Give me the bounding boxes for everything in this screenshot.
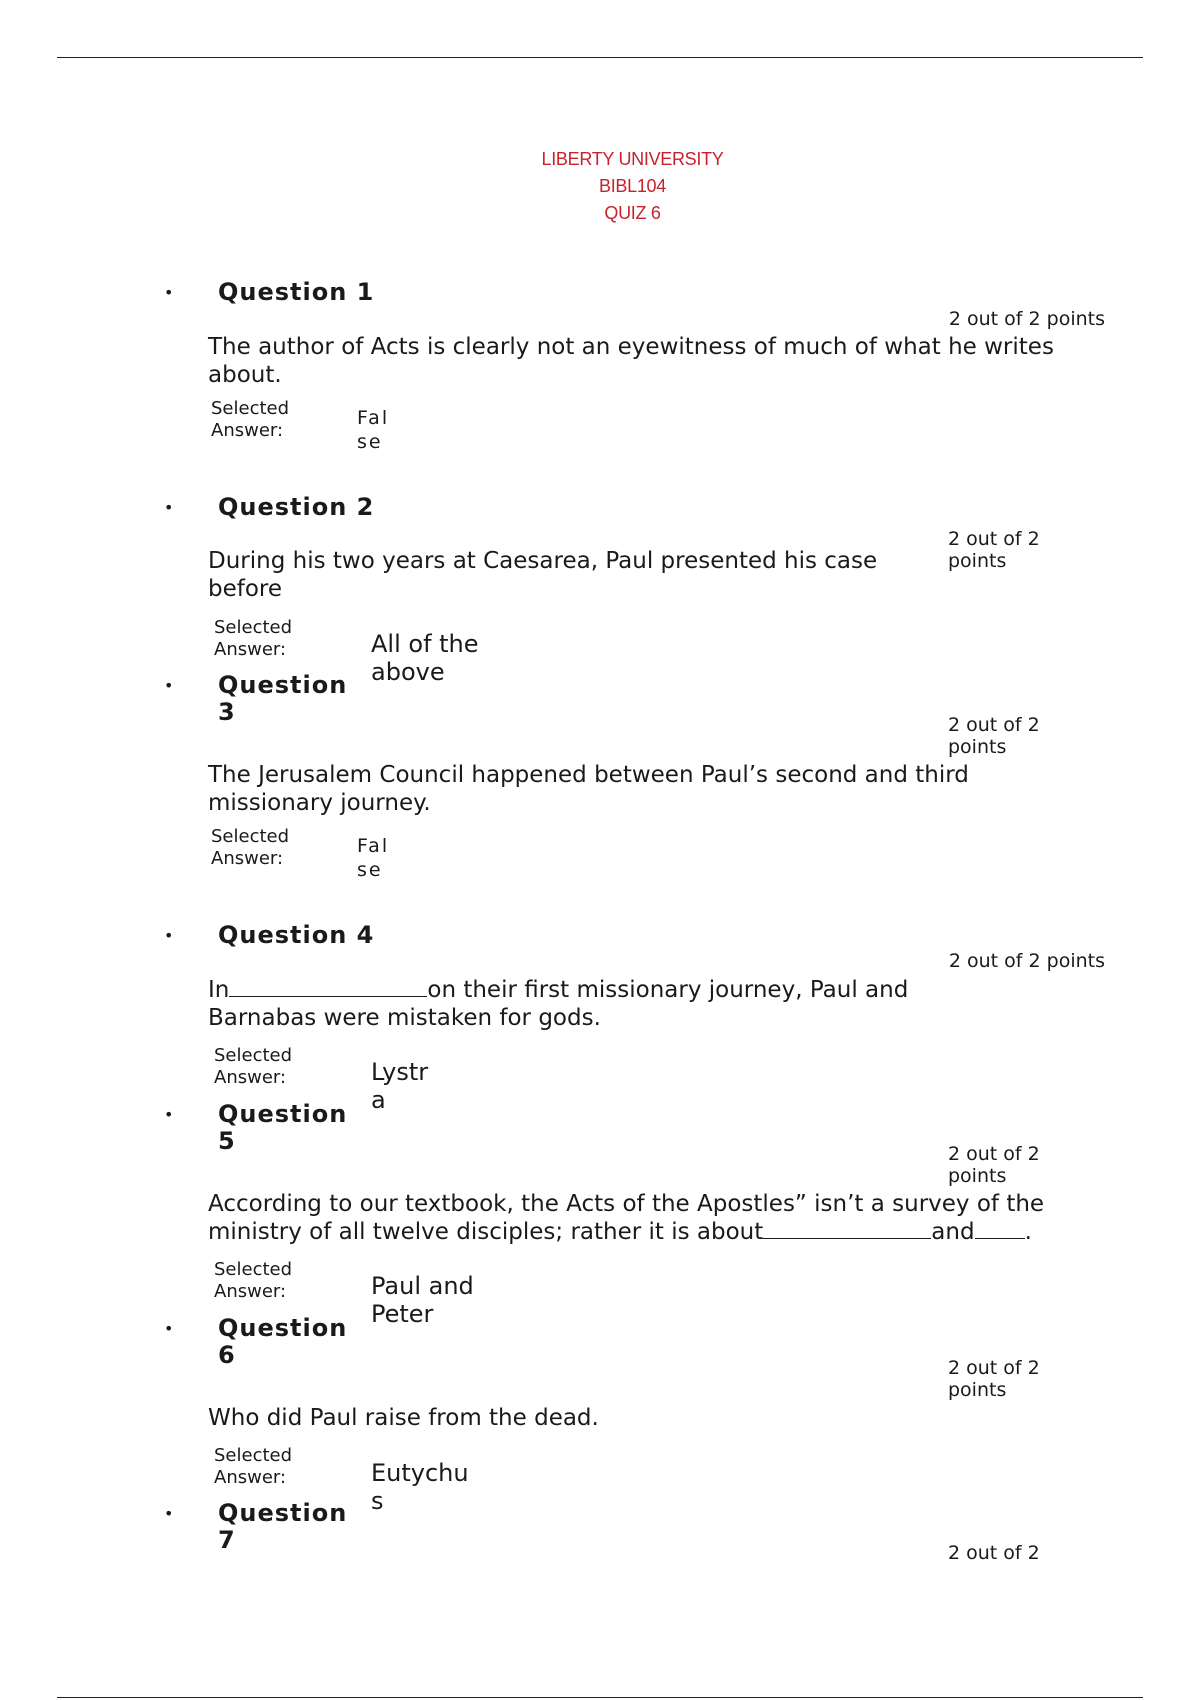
question-title: Question 1: [218, 278, 375, 306]
selected-answer-value: Lystra: [371, 1058, 429, 1114]
question-points: 2 out of 2 points: [948, 308, 1105, 330]
answer-blank: [763, 1220, 931, 1239]
bullet: •: [164, 926, 174, 945]
answer-blank: [975, 1220, 1025, 1239]
selected-answer-label: Selected Answer:: [214, 1259, 293, 1302]
question-title: Question 3: [218, 671, 348, 726]
bullet: •: [164, 1105, 174, 1124]
question-text: During his two years at Caesarea, Paul presented his case before: [208, 548, 878, 602]
question-title: Question 5: [218, 1100, 348, 1155]
question-text-after: .: [1024, 1219, 1032, 1245]
question-points: 2 out of 2 points: [948, 1357, 1040, 1401]
question-points: 2 out of 2: [948, 1542, 1040, 1564]
question-title: Question 6: [218, 1314, 348, 1369]
question-points: 2 out of 2 points: [948, 950, 1105, 972]
question-text: The Jerusalem Council happened between Paul’s second and third missionary journey.: [208, 762, 969, 816]
selected-answer-label: Selected Answer:: [211, 826, 290, 869]
header-university: LIBERTY UNIVERSITY: [541, 149, 724, 169]
header-quiz: QUIZ 6: [604, 203, 661, 223]
selected-answer-label: Selected Answer:: [214, 1045, 293, 1088]
document-header: [0, 146, 1200, 227]
bullet: •: [164, 1319, 174, 1338]
selected-answer-value: Eutychus: [371, 1459, 469, 1515]
selected-answer-label: Selected Answer:: [214, 617, 293, 660]
selected-answer-value: False: [357, 835, 390, 881]
selected-answer-label: Selected Answer:: [214, 1445, 293, 1488]
selected-answer-value: Paul and Peter: [371, 1272, 474, 1328]
bullet: •: [164, 283, 174, 302]
question-title: Question 4: [218, 921, 375, 949]
question-text-after: on their first missionary journey, Paul and Barnabas were mistaken for gods.: [208, 977, 909, 1031]
question-text-before: According to our textbook, the Acts of the Apostles” isn’t a survey of the ministry of all twelve disciples; rather it is about: [208, 1191, 1045, 1245]
question-text: [208, 1190, 1128, 1246]
selected-answer-value: All of the above: [371, 630, 479, 686]
answer-blank: [229, 978, 427, 997]
question-points: 2 out of 2 points: [948, 1143, 1040, 1187]
selected-answer-value: False: [357, 407, 390, 453]
question-points: 2 out of 2 points: [948, 714, 1040, 758]
selected-answer-label: Selected Answer:: [211, 398, 290, 441]
bullet: •: [164, 676, 174, 695]
question-title: Question 7: [218, 1499, 348, 1554]
top-rule: [57, 57, 1143, 58]
header-course: BIBL104: [599, 176, 666, 196]
bullet: •: [164, 1504, 174, 1523]
question-title: Question 2: [218, 493, 375, 521]
question-text: The author of Acts is clearly not an eyewitness of much of what he writes about.: [208, 334, 1054, 388]
question-points: 2 out of 2 points: [948, 528, 1040, 572]
question-text: Who did Paul raise from the dead.: [208, 1405, 599, 1431]
question-text-before: In: [208, 977, 230, 1003]
question-text: [208, 976, 968, 1032]
bullet: •: [164, 498, 174, 517]
question-text-mid: and: [931, 1219, 975, 1245]
bottom-rule: [57, 1697, 1143, 1698]
